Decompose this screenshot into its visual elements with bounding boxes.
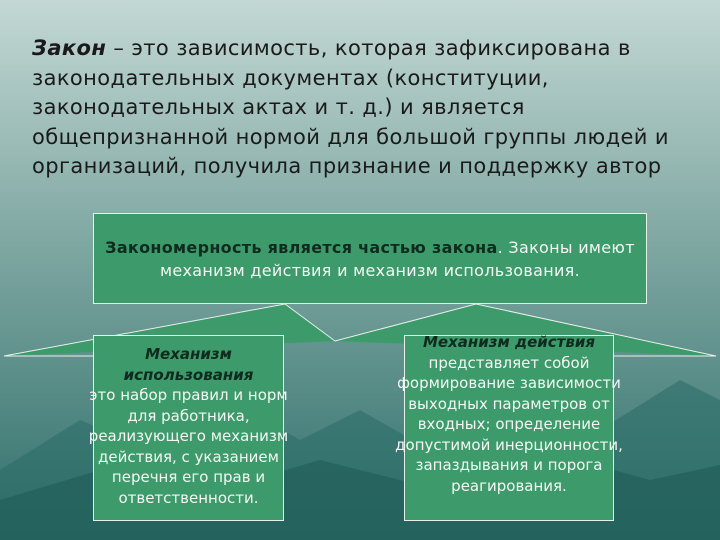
usage-mechanism-text (84, 344, 293, 508)
regularity-rest: . Законы имеют механизм действия и механизм использования. (160, 238, 635, 280)
regularity-box (93, 213, 647, 304)
regularity-text (80, 236, 660, 282)
usage-mechanism-body: это набор правил и норм для работника, реализующего механизм действия, с указанием перечня его прав и ответственности. (88, 386, 289, 507)
regularity-strong: Закономерность является частью закона (105, 238, 498, 257)
action-mechanism-body: представляет собой формирование зависимости выходных параметров от входных; определение допустимой инерционности, запаздывания и порога реагирования. (395, 353, 623, 495)
law-term: Закон (32, 36, 107, 60)
usage-mechanism-box (88, 335, 289, 521)
action-mechanism-text (395, 332, 623, 496)
law-definition-text: – это зависимость, которая зафиксирована в законодательных документах (конституции, законодательных актах и т. д.) и является общепризнанной нормой для большой группы людей и организаций, получила признание и поддержку автор (32, 36, 669, 178)
action-mechanism-title: Механизм действия (423, 333, 595, 351)
usage-mechanism-title: Механизм использования (123, 345, 254, 384)
action-mechanism-box (395, 333, 623, 521)
